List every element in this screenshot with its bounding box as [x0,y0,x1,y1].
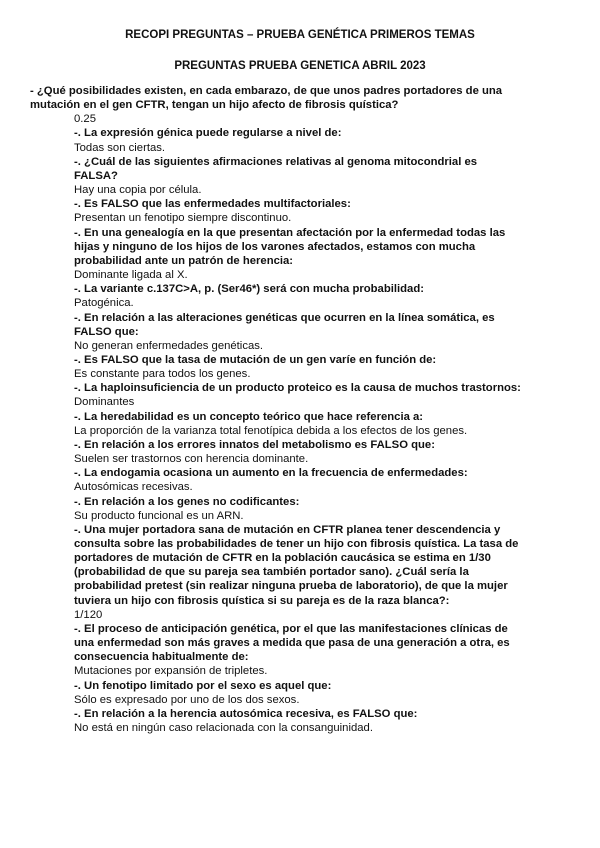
document-subtitle: PREGUNTAS PRUEBA GENETICA ABRIL 2023 [174,60,426,72]
question-item [74,311,524,353]
question-item [74,495,524,523]
question-text: - ¿Qué posibilidades existen, en cada embarazo, de que unos padres portadores de una mutación en el gen CFTR, tengan un hijo afecto de fibrosis quística? [30,85,503,112]
question-text: -. Es FALSO que las enfermedades multifactoriales: [74,198,351,211]
question-text: -. En relación a la herencia autosómica recesiva, es FALSO que: [74,707,418,720]
question-text: -. La heredabilidad es un concepto teórico que hace referencia a: [74,410,424,423]
question-text: -. El proceso de anticipación genética, por el que las manifestaciones clínicas de una enfermedad son más graves a medida que pasa de una generación a otra, es consecuencia habitualmente de: [74,622,510,664]
question-item [74,438,524,466]
answer-text: Presentan un fenotipo siempre discontinuo. [74,212,292,225]
question-text: -. En relación a los errores innatos del metabolismo es FALSO que: [74,438,435,451]
question-text: -. ¿Cuál de las siguientes afirmaciones relativas al genoma mitocondrial es FALSA? [74,155,478,182]
question-item [74,282,524,310]
answer-text: Sólo es expresado por uno de los dos sexos. [74,693,300,706]
question-item [74,353,524,381]
answer-text: No está en ningún caso relacionada con la consanguinidad. [74,722,373,735]
question-item [30,84,524,126]
question-list [30,84,524,735]
answer-text: 0.25 [74,113,96,126]
question-text: -. Un fenotipo limitado por el sexo es aquel que: [74,679,332,692]
question-item [74,466,524,494]
answer-text: Todas son ciertas. [74,141,166,154]
question-item [74,226,524,283]
question-text: -. En relación a los genes no codificantes: [74,495,300,508]
question-item [74,622,524,679]
question-text: -. La expresión génica puede regularse a nivel de: [74,127,342,140]
answer-text: Mutaciones por expansión de tripletes. [74,665,268,678]
question-text: -. Es FALSO que la tasa de mutación de un gen varíe en función de: [74,353,437,366]
answer-text: Hay una copia por célula. [74,184,202,197]
answer-text: Patogénica. [74,297,134,310]
answer-text: Dominantes [74,396,135,409]
question-item [74,381,524,409]
question-item [74,707,524,735]
answer-text: Dominante ligada al X. [74,269,188,282]
question-text: -. La haploinsuficiencia de un producto proteico es la causa de muchos trastornos: [74,382,521,395]
question-text: -. En relación a las alteraciones genéticas que ocurren en la línea somática, es FALSO que: [74,311,495,338]
answer-text: Autosómicas recesivas. [74,481,193,494]
answer-text: No generan enfermedades genéticas. [74,339,264,352]
question-text: -. En una genealogía en la que presentan afectación por la enfermedad todas las hijas y ninguno de los hijos de los varones afectados, estamos con mucha probabilidad ante un patrón de herencia: [74,226,506,267]
question-item [74,155,524,197]
answer-text: 1/120 [74,608,103,621]
question-text: -. La variante c.137C>A, p. (Ser46*) será con mucha probabilidad: [74,283,425,296]
answer-text: Su producto funcional es un ARN. [74,509,244,522]
question-text: -. Una mujer portadora sana de mutación en CFTR planea tener descendencia y consulta sobre las probabilidades de tener un hijo con fibrosis quística. La tasa de portadores de mutación de CFTR en la población caucásica se estima en 1/30 (probabilidad de que su pareja sea también portador sano). ¿Cuál sería la probabilidad pretest (sin realizar ninguna prueba de laboratorio), de que la mujer tuviera un hijo con fibrosis quística si su pareja es de la raza blanca?: [74,523,519,607]
question-item [74,523,524,622]
question-item [74,197,524,225]
answer-text: Suelen ser trastornos con herencia dominante. [74,453,309,466]
question-item [74,126,524,154]
answer-text: La proporción de la varianza total fenotípica debida a los efectos de los genes. [74,424,468,437]
question-text: -. La endogamia ocasiona un aumento en la frecuencia de enfermedades: [74,467,468,480]
question-item [74,679,524,707]
document-title: RECOPI PREGUNTAS – PRUEBA GENÉTICA PRIMEROS TEMAS [125,29,475,41]
answer-text: Es constante para todos los genes. [74,368,251,381]
question-item [74,410,524,438]
